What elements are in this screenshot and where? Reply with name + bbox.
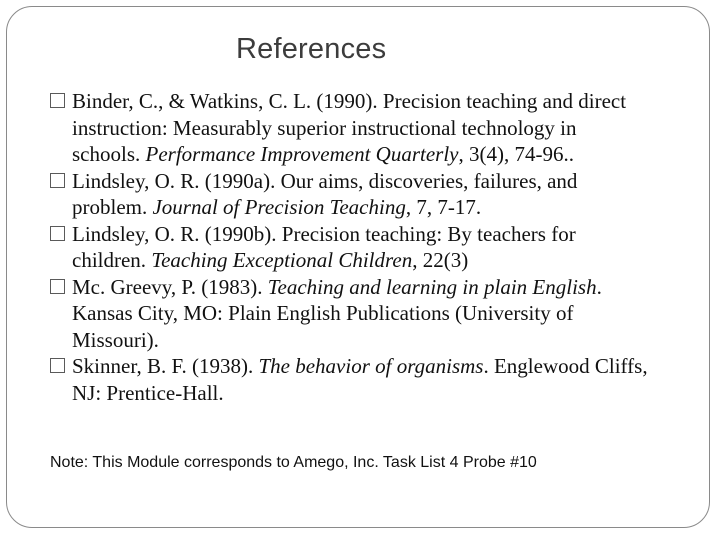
reference-source-title: Teaching and learning in plain English	[267, 274, 597, 299]
reference-item	[48, 353, 648, 406]
reference-text: Lindsley, O. R. (1990a). Our aims, discoveries, failures, and problem.	[72, 168, 578, 219]
reference-text: Binder, C., & Watkins, C. L. (1990). Precision teaching and direct instruction: Measurably superior instructional technology in schools.	[72, 89, 627, 166]
reference-source-title: Journal of Precision Teaching	[152, 195, 406, 219]
reference-source-title: Teaching Exceptional Children	[151, 248, 413, 272]
square-bullet-icon	[50, 358, 65, 373]
reference-details: . Kansas City, MO: Plain English Publications (University of Missouri).	[72, 274, 602, 352]
square-bullet-icon	[50, 93, 65, 108]
reference-list	[48, 88, 648, 406]
footer-note: Note: This Module corresponds to Amego, Inc. Task List 4 Probe #10	[50, 454, 537, 471]
reference-source-title: The behavior of organisms	[258, 354, 484, 378]
slide-title: References	[236, 33, 387, 65]
reference-text: Mc. Greevy, P. (1983).	[72, 274, 268, 299]
reference-item	[48, 88, 648, 168]
reference-text: Lindsley, O. R. (1990b). Precision teaching: By teachers for children.	[72, 221, 576, 272]
reference-details: , 7, 7-17.	[405, 195, 482, 219]
square-bullet-icon	[50, 279, 65, 294]
reference-item	[48, 221, 648, 274]
reference-details: . Englewood Cliffs, NJ: Prentice-Hall.	[72, 354, 648, 405]
reference-item	[48, 168, 648, 221]
reference-details: , 22(3)	[412, 248, 469, 272]
square-bullet-icon	[50, 226, 65, 241]
reference-source-title: Performance Improvement Quarterly	[145, 142, 459, 166]
reference-text: Skinner, B. F. (1938).	[72, 354, 259, 378]
square-bullet-icon	[50, 173, 65, 188]
reference-item	[48, 274, 648, 354]
reference-details: , 3(4), 74-96..	[458, 142, 574, 166]
